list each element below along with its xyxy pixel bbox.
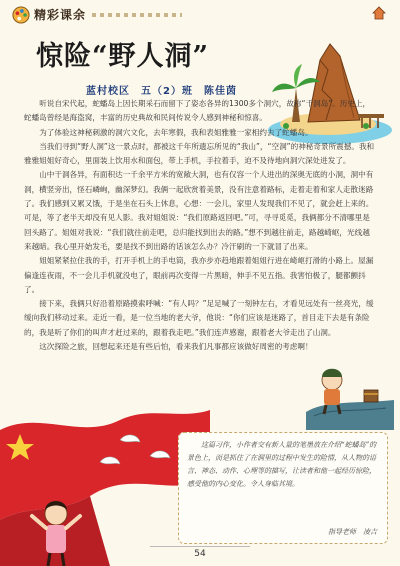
page-number: 54 xyxy=(194,549,206,559)
article-paragraph: 这次探险之旅，回想起来还是有些后怕，看来我们凡事都应该做好周密的考虑啊！ xyxy=(39,342,313,352)
boy-on-cliff-illustration xyxy=(306,360,394,430)
article-paragraph: 听说自宋代起，蛇蟠岛上因长期采石而留下了姿态各异的1300多个洞穴，故称“千洞岛”。历史上，蛇蟠岛曾经是海盗窝，丰富的历史典故和民间传说令人感到神秘和惊喜。 xyxy=(24,99,371,123)
page-header xyxy=(0,0,400,28)
teacher-comment-box xyxy=(178,432,388,544)
article-paragraph: 当我们寻到“野人洞”这一景点时，都被这千年所遗忘所见的“我山”，“空洞”的神秘奇景所震撼。我和雅雅姐姐好奇心，里面装上饮用水和面包，带上手机，手拉着手，迫不及待地向洞穴深处进发了。 xyxy=(24,141,375,166)
article-body xyxy=(24,97,376,354)
article-paragraph: 山中干洞各异，有面积达一千余平方米的宽敞大洞，也有仅容一个人进出的深奥无底的小洞，洞中有洞，横竖旁出，怪石嶙峋，幽深梦幻。我俩一起欣赏着美景，没有注意着路标，走着走着和家人走散迷路了。我们感到又累又饿，于是坐在石头上休息，心想：一会儿，家里人发现我们不见了，就会赶上来的。可是，等了老半天却没有见人影。我对姐姐说：“我们原路返回吧。”可，寻寻觅觅，我俩都分不清哪里是回头路了。姐姐对我说：“我们就往前走吧，总归能找到出去的路。”想不到越往前走，路越崎岖，光线越来越暗。我心里开始发毛，要是找不到出路的话该怎么办？冷汗刷的一下就冒了出来。 xyxy=(24,170,374,251)
palette-icon xyxy=(12,6,30,24)
article-byline: 蓝村校区 五（2）班 陈佳茵 xyxy=(86,86,237,97)
article-paragraph: 姐姐紧紧拉住我的手，打开手机上的手电筒，我亦步亦趋地跟着姐姐行进在崎岖打滑的小路上。屋漏偏逢连夜雨，不一会儿手机就没电了，眼前再次变得一片黑暗，伸手不见五指。我害怕极了，腿都颤抖了。 xyxy=(24,256,374,294)
teacher-comment-text: 这篇习作，小作者交有新人量的笔墨放在介绍“蛇蟠岛”的景色上，而是抓住了在洞里的过程中发生的险情，从人物的语言、神态、动作、心理等的描写，让读者和他一起经历惊险，感受他的内心变化。令人身临其境。 xyxy=(187,441,377,488)
house-icon xyxy=(372,6,386,20)
teacher-signature: 指导老师 凌吉 xyxy=(328,528,377,536)
footer-rule xyxy=(150,546,250,547)
header-divider xyxy=(92,13,182,17)
article-title: 惊险“野人洞” xyxy=(36,41,210,72)
article-paragraph: 为了体验这神秘刺激的洞穴文化，去年寒假，我和表姐雅雅一家相约去了蛇蟠岛。 xyxy=(39,127,313,137)
section-label: 精彩课余 xyxy=(34,8,87,22)
article-paragraph: 接下来，我俩只好沿着原路摸索呼喊：“有人吗？”足足喊了一刻钟左右，才看见远处有一丝亮光，缓缓向我们移动过来。走近一看，是一位当地的老大爷，他说：“你们应该是迷路了，首目走下去是有条险的，我是听了你们的叫声才赶过来的，跟着我走吧。”我们连声感谢，跟着老大爷走出了山洞。 xyxy=(24,299,374,337)
